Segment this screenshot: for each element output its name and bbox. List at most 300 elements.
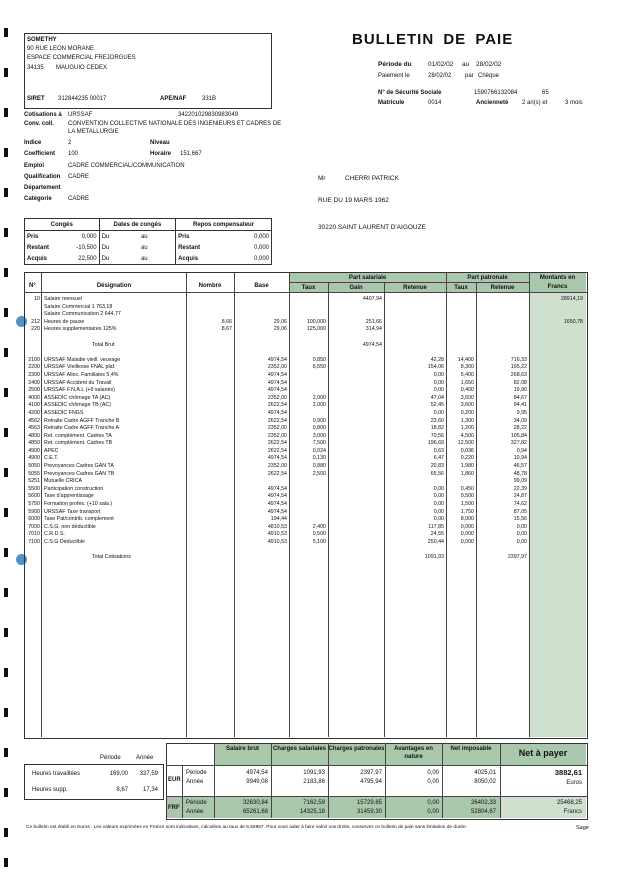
summary-frf-periode-value: 15729,65 xyxy=(356,800,382,806)
line-retenue: 0,00 xyxy=(433,485,444,492)
anciennete-mois: 3 mois xyxy=(565,100,583,106)
line-ptaux: 14,400 xyxy=(457,356,474,363)
line-retenue xyxy=(385,547,447,555)
line-gain xyxy=(329,304,385,312)
line-number: 212 xyxy=(31,318,40,325)
line-ptaux: 0,036 xyxy=(460,447,474,454)
line-number: 5055 xyxy=(28,470,40,477)
footer-note: Ce bulletin est établi en Euros . Les valeurs exprimées en Francs sont indicatives, calculées au taux de 6,55957. Pour vous aider à faire valoir vos droits, conservez ce bulletin de paie sans limitation de durée. xyxy=(26,825,468,830)
line-pretenue: 48,78 xyxy=(513,470,527,477)
line-nombre xyxy=(187,547,235,555)
line-ptaux xyxy=(447,478,477,486)
line-francs xyxy=(530,501,586,509)
line-gain xyxy=(329,463,385,471)
qualif-value: CADRE xyxy=(68,174,90,180)
line-retenue: 65,56 xyxy=(430,470,444,477)
repos-value: 0,000 xyxy=(253,244,269,251)
line-taux xyxy=(290,493,329,501)
line-pretenue xyxy=(477,334,530,342)
line-francs xyxy=(530,524,586,532)
line-francs xyxy=(530,349,586,357)
summary-eur-periode-value: 2397,97 xyxy=(360,770,382,776)
table-row xyxy=(24,509,586,517)
table-row xyxy=(24,387,586,395)
qualif-label: Qualification xyxy=(24,174,61,180)
line-taux: 100,000 xyxy=(306,318,326,325)
summary-frf-annee-value: 31459,30 xyxy=(356,809,382,815)
line-francs: 28914,19 xyxy=(560,296,583,302)
line-retenue: 18,82 xyxy=(430,425,444,432)
emploi-label: Emploi xyxy=(24,163,45,169)
line-designation: ASSEDIC chômage TB (AC) xyxy=(44,402,112,409)
table-row xyxy=(24,554,586,562)
line-number: 5050 xyxy=(28,463,40,470)
line-designation: URSSAF Taxe transport xyxy=(44,508,101,515)
line-gain xyxy=(329,509,385,517)
line-number xyxy=(24,342,42,350)
line-number: 5750 xyxy=(28,501,40,508)
line-gain xyxy=(329,448,385,456)
line-ptaux: 12,500 xyxy=(457,440,474,447)
lines-body xyxy=(24,296,586,562)
line-designation: Retraite Cadre AGFF Tranche A xyxy=(44,425,120,432)
line-designation: Heures de pause xyxy=(44,318,85,325)
line-gain xyxy=(329,395,385,403)
line-ptaux: 8,300 xyxy=(460,364,474,371)
line-nombre xyxy=(187,425,235,433)
line-number: 5251 xyxy=(28,478,40,485)
line-base: 2352,00 xyxy=(267,425,287,432)
line-nombre xyxy=(187,486,235,494)
line-retenue xyxy=(385,304,447,312)
line-gain xyxy=(329,524,385,532)
table-row xyxy=(24,486,586,494)
line-pretenue: 327,82 xyxy=(510,440,527,447)
line-ptaux: 1,860 xyxy=(460,470,474,477)
frf-periode-label: Période xyxy=(186,800,207,806)
line-francs xyxy=(530,342,586,350)
line-ptaux: 3,600 xyxy=(460,394,474,401)
table-row xyxy=(24,440,586,448)
line-taux xyxy=(290,547,329,555)
table-row xyxy=(24,524,586,532)
line-number: 4562 xyxy=(28,417,40,424)
line-base: 29,06 xyxy=(273,318,287,325)
table-row xyxy=(24,342,586,350)
line-ptaux xyxy=(447,311,477,319)
line-number: 2400 xyxy=(28,379,40,386)
footer-brand: Sage xyxy=(576,825,589,831)
line-taux: 2,400 xyxy=(312,523,326,530)
table-row xyxy=(24,319,586,327)
indice-value: 2 xyxy=(68,140,72,146)
line-designation: Salaire Commercial 1 763,18 xyxy=(44,303,113,310)
line-number: 7010 xyxy=(28,531,40,538)
par-value: Chèque xyxy=(478,73,500,79)
page-title: BULLETIN DE PAIE xyxy=(352,31,514,48)
employer-zip: 34135 xyxy=(27,65,44,71)
line-base xyxy=(235,296,290,304)
line-taux xyxy=(290,342,329,350)
line-base: 4974,54 xyxy=(267,455,287,462)
line-gain xyxy=(329,357,385,365)
recipient-civ: Mr xyxy=(318,175,326,182)
line-designation: Ret. complément. Cadres TA xyxy=(44,432,112,439)
col-ptaux-header: Taux xyxy=(454,285,468,291)
table-row xyxy=(24,531,586,539)
line-retenue xyxy=(385,349,447,357)
summary-frf-periode-value: 26402,33 xyxy=(470,800,496,806)
net-eur-value: 3882,61 xyxy=(554,768,582,777)
repos-label: Restant xyxy=(178,244,201,251)
line-retenue: 154,06 xyxy=(427,364,444,371)
line-taux: 3,000 xyxy=(312,432,326,439)
summary-eur-annee-value: 4795,94 xyxy=(360,779,382,785)
table-row xyxy=(24,311,586,319)
summary-header-charges-pat: Charges patronales xyxy=(328,746,385,752)
line-gain xyxy=(329,516,385,524)
line-pretenue xyxy=(477,342,530,350)
line-pretenue: 195,22 xyxy=(510,364,527,371)
summary-eur-annee-value: 8050,02 xyxy=(474,779,496,785)
line-base xyxy=(235,554,290,562)
table-row xyxy=(24,410,586,418)
period-du: 01/02/02 xyxy=(428,61,454,68)
line-ptaux: 1,200 xyxy=(460,425,474,432)
line-gain xyxy=(329,372,385,380)
col-pretenue-header: Retenue xyxy=(490,285,515,291)
line-number xyxy=(24,554,42,562)
line-francs xyxy=(530,440,586,448)
line-ptaux: 4,500 xyxy=(460,432,474,439)
line-ptaux: 1,980 xyxy=(460,463,474,470)
line-gain xyxy=(329,440,385,448)
emploi-value: CADRE COMMERCIAL/COMMUNICATION xyxy=(68,163,185,169)
line-nombre xyxy=(187,402,235,410)
categorie-value: CADRE xyxy=(68,196,90,202)
line-pretenue: 22,39 xyxy=(513,485,527,492)
conv-label: Conv. coll. xyxy=(24,121,54,127)
conges-label: Restant xyxy=(27,244,50,251)
line-nombre xyxy=(187,410,235,418)
table-row xyxy=(24,304,586,312)
summary-frf-annee-value: 65261,68 xyxy=(242,809,268,815)
apenaf-label: APE/NAF xyxy=(160,96,187,102)
summary-frf-periode-value: 7162,59 xyxy=(303,800,325,806)
table-row xyxy=(24,471,586,479)
table-row xyxy=(24,425,586,433)
line-ptaux: 0,000 xyxy=(460,531,474,538)
line-francs xyxy=(530,463,586,471)
line-pretenue xyxy=(477,349,530,357)
line-taux: 0,130 xyxy=(312,455,326,462)
line-retenue: 196,69 xyxy=(427,440,444,447)
line-nombre xyxy=(187,296,235,304)
line-francs xyxy=(530,471,586,479)
line-ptaux xyxy=(447,547,477,555)
line-designation: Total Brut xyxy=(92,341,115,348)
apenaf-value: 331B xyxy=(202,96,217,102)
col-taux-header: Taux xyxy=(301,285,316,291)
eur-label: EUR xyxy=(168,777,181,783)
summary-eur-annee-value: 0,00 xyxy=(427,779,439,785)
line-gain xyxy=(329,478,385,486)
table-row xyxy=(24,418,586,426)
line-retenue xyxy=(385,334,447,342)
conges-value: -10,500 xyxy=(63,242,99,253)
col-num-header: N° xyxy=(29,283,36,289)
line-number: 5900 xyxy=(28,508,40,515)
dept-label: Département xyxy=(24,185,61,191)
line-number: 2100 xyxy=(28,356,40,363)
line-nombre xyxy=(187,334,235,342)
repos-header: Repos compensateur xyxy=(193,221,255,228)
line-retenue: 0,00 xyxy=(433,516,444,523)
line-pretenue: 2397,97 xyxy=(507,554,527,561)
line-ptaux: 0,000 xyxy=(460,523,474,530)
table-row xyxy=(24,433,586,441)
line-number: 6000 xyxy=(28,516,40,523)
line-francs xyxy=(530,531,586,539)
col-designation-header: Désignation xyxy=(96,283,132,289)
line-gain xyxy=(329,425,385,433)
summary-header-brut: Salaire brut xyxy=(225,746,259,752)
line-designation: Salaire Communication 2 644,77 xyxy=(44,311,121,318)
line-nombre xyxy=(187,433,235,441)
line-ptaux xyxy=(447,554,477,562)
period-au-label: au xyxy=(462,61,470,68)
line-designation: C.E.T. xyxy=(44,455,59,462)
cotisations-number: 342201029830983049 xyxy=(178,112,239,118)
conges-au: au xyxy=(139,242,176,253)
net-frf-value: 25468,25 xyxy=(556,800,582,806)
line-number: 4000 xyxy=(28,394,40,401)
line-retenue: 0,63 xyxy=(433,447,444,454)
line-francs xyxy=(530,547,586,555)
line-taux xyxy=(290,349,329,357)
line-taux: 0,500 xyxy=(312,531,326,538)
conges-label: Pris xyxy=(27,233,39,240)
line-base: 4974,54 xyxy=(267,493,287,500)
line-pretenue: 0,94 xyxy=(516,447,527,454)
conv-value: CONVENTION COLLECTIVE NATIONALE DES INGENIEURS ET CADRES DE xyxy=(68,121,282,127)
line-retenue xyxy=(385,311,447,319)
conges-table xyxy=(24,218,272,265)
line-taux xyxy=(290,372,329,380)
line-nombre xyxy=(187,364,235,372)
paiement-date: 28/02/02 xyxy=(428,73,452,79)
coef-value: 100 xyxy=(68,151,79,157)
eur-periode-label: Période xyxy=(186,770,207,776)
categorie-label: Catégorie xyxy=(24,196,52,202)
horaire-label: Horaire xyxy=(150,151,172,157)
line-designation: ASSEDIC chômage TA (AC) xyxy=(44,394,111,401)
line-base: 4974,54 xyxy=(267,409,287,416)
conges-label: Acquis xyxy=(27,255,48,262)
line-ptaux xyxy=(447,319,477,327)
line-designation: URSSAF Vieillesse FNAL plaf. xyxy=(44,364,116,371)
line-number xyxy=(24,304,42,312)
line-designation: URSSAF Maladie vieill. veuvage xyxy=(44,356,121,363)
line-gain xyxy=(329,334,385,342)
line-pretenue: 268,63 xyxy=(510,371,527,378)
line-gain xyxy=(329,311,385,319)
line-pretenue: 10,94 xyxy=(513,455,527,462)
line-ptaux: 1,650 xyxy=(460,379,474,386)
line-taux: 2,000 xyxy=(312,394,326,401)
line-base: 4910,53 xyxy=(267,539,287,545)
line-designation: Prevoyances Cadres GAN TA xyxy=(44,463,114,470)
hours-row-periode: 169,00 xyxy=(109,771,128,777)
line-pretenue: 716,33 xyxy=(510,356,527,363)
line-base: 29,06 xyxy=(273,326,287,333)
line-pretenue: 24,87 xyxy=(513,493,527,500)
line-taux xyxy=(290,509,329,517)
line-base xyxy=(235,478,290,486)
line-number: 7100 xyxy=(28,539,40,545)
conges-du: Du xyxy=(101,255,110,262)
line-number: 220 xyxy=(31,326,40,333)
table-row xyxy=(24,357,586,365)
line-pretenue xyxy=(477,319,530,327)
line-gain xyxy=(329,364,385,372)
line-retenue: 0,00 xyxy=(433,387,444,394)
line-number: 4850 xyxy=(28,440,40,447)
col-retenue-header: Retenue xyxy=(403,285,427,291)
line-francs xyxy=(530,311,586,319)
line-designation: URSSAF Accident du Travail xyxy=(44,379,112,386)
line-pretenue xyxy=(477,304,530,312)
line-nombre xyxy=(187,539,235,547)
line-nombre xyxy=(187,478,235,486)
line-base: 4974,54 xyxy=(267,485,287,492)
line-designation xyxy=(42,349,187,357)
line-ptaux: 0,200 xyxy=(460,409,474,416)
line-number: 4563 xyxy=(28,425,40,432)
line-retenue: 70,56 xyxy=(430,432,444,439)
line-ptaux: 5,400 xyxy=(460,371,474,378)
line-nombre xyxy=(187,554,235,562)
line-nombre xyxy=(187,463,235,471)
summary-eur-periode-value: 4025,01 xyxy=(474,770,496,776)
line-nombre xyxy=(187,349,235,357)
line-francs xyxy=(530,357,586,365)
line-number: 4200 xyxy=(28,409,40,416)
line-ptaux: 0,220 xyxy=(460,455,474,462)
frf-label: FRF xyxy=(168,805,180,811)
line-designation: URSSAF Alloc. Familiales 5,4% xyxy=(44,371,119,378)
line-francs xyxy=(530,433,586,441)
col-base-header: Base xyxy=(254,283,269,289)
binder-holes xyxy=(4,28,9,868)
line-francs xyxy=(530,455,586,463)
line-base: 4974,54 xyxy=(267,387,287,394)
line-nombre xyxy=(187,380,235,388)
table-row xyxy=(24,372,586,380)
table-row xyxy=(24,493,586,501)
line-number: 4100 xyxy=(28,402,40,409)
line-ptaux: 1,750 xyxy=(460,508,474,515)
conges-header: Congés xyxy=(25,219,100,231)
line-designation xyxy=(42,547,187,555)
line-ptaux: 0,500 xyxy=(460,493,474,500)
line-pretenue: 87,05 xyxy=(513,508,527,515)
line-designation: C.S.G Déductible xyxy=(44,539,85,545)
line-base: 2352,00 xyxy=(267,394,287,401)
line-pretenue: 19,90 xyxy=(513,387,527,394)
line-nombre xyxy=(187,509,235,517)
line-designation: Total Cotisations xyxy=(92,554,131,561)
line-number: 7000 xyxy=(28,523,40,530)
line-francs xyxy=(530,402,586,410)
line-retenue: 42,28 xyxy=(430,356,444,363)
line-gain: 4974,54 xyxy=(362,341,382,348)
line-ptaux xyxy=(447,334,477,342)
line-base: 2622,54 xyxy=(267,417,287,424)
line-pretenue: 0,00 xyxy=(516,531,527,538)
line-retenue: 52,45 xyxy=(430,402,444,409)
table-row xyxy=(24,349,586,357)
line-base: 4974,54 xyxy=(267,508,287,515)
line-gain xyxy=(329,501,385,509)
summary-header-avantages: Avantages en nature xyxy=(394,746,433,760)
line-base xyxy=(235,349,290,357)
line-retenue: 0,00 xyxy=(433,508,444,515)
hours-row-annee: 337,59 xyxy=(139,771,158,777)
frf-annee-label: Année xyxy=(186,809,204,815)
line-pretenue: 46,57 xyxy=(513,463,527,470)
line-number: 4800 xyxy=(28,432,40,439)
line-francs xyxy=(530,448,586,456)
line-taux xyxy=(290,410,329,418)
line-gain xyxy=(329,380,385,388)
line-retenue: 0,00 xyxy=(433,493,444,500)
line-nombre xyxy=(187,372,235,380)
table-row xyxy=(24,501,586,509)
summary-frf-annee-value: 14325,18 xyxy=(299,809,325,815)
line-base: 2622,54 xyxy=(267,402,287,409)
niveau-label: Niveau xyxy=(150,140,170,146)
line-taux xyxy=(290,380,329,388)
line-number xyxy=(24,547,42,555)
line-francs xyxy=(530,364,586,372)
table-row xyxy=(24,402,586,410)
line-francs xyxy=(530,304,586,312)
line-taux xyxy=(290,486,329,494)
summary-eur-periode-value: 0,00 xyxy=(427,770,439,776)
line-gain xyxy=(329,349,385,357)
secu-value: 1590766132084 xyxy=(474,90,518,96)
siret-value: 312844235 00017 xyxy=(58,96,107,102)
line-taux: 2,000 xyxy=(312,402,326,409)
table-row xyxy=(24,547,586,555)
line-gain xyxy=(329,547,385,555)
line-gain xyxy=(329,531,385,539)
line-taux xyxy=(290,296,329,304)
hours-row-periode: 8,67 xyxy=(116,787,128,793)
summary-divider xyxy=(166,796,587,797)
summary-col-divider xyxy=(182,765,183,818)
table-row xyxy=(24,296,586,304)
conges-au: au xyxy=(139,231,176,243)
line-francs xyxy=(530,410,586,418)
summary-frf-annee-value: 0,00 xyxy=(427,809,439,815)
line-nombre xyxy=(187,418,235,426)
line-retenue xyxy=(385,296,447,304)
line-retenue: 1091,93 xyxy=(424,554,444,561)
line-designation: C.R.D.S. xyxy=(44,531,65,538)
line-pretenue: 28,22 xyxy=(513,425,527,432)
